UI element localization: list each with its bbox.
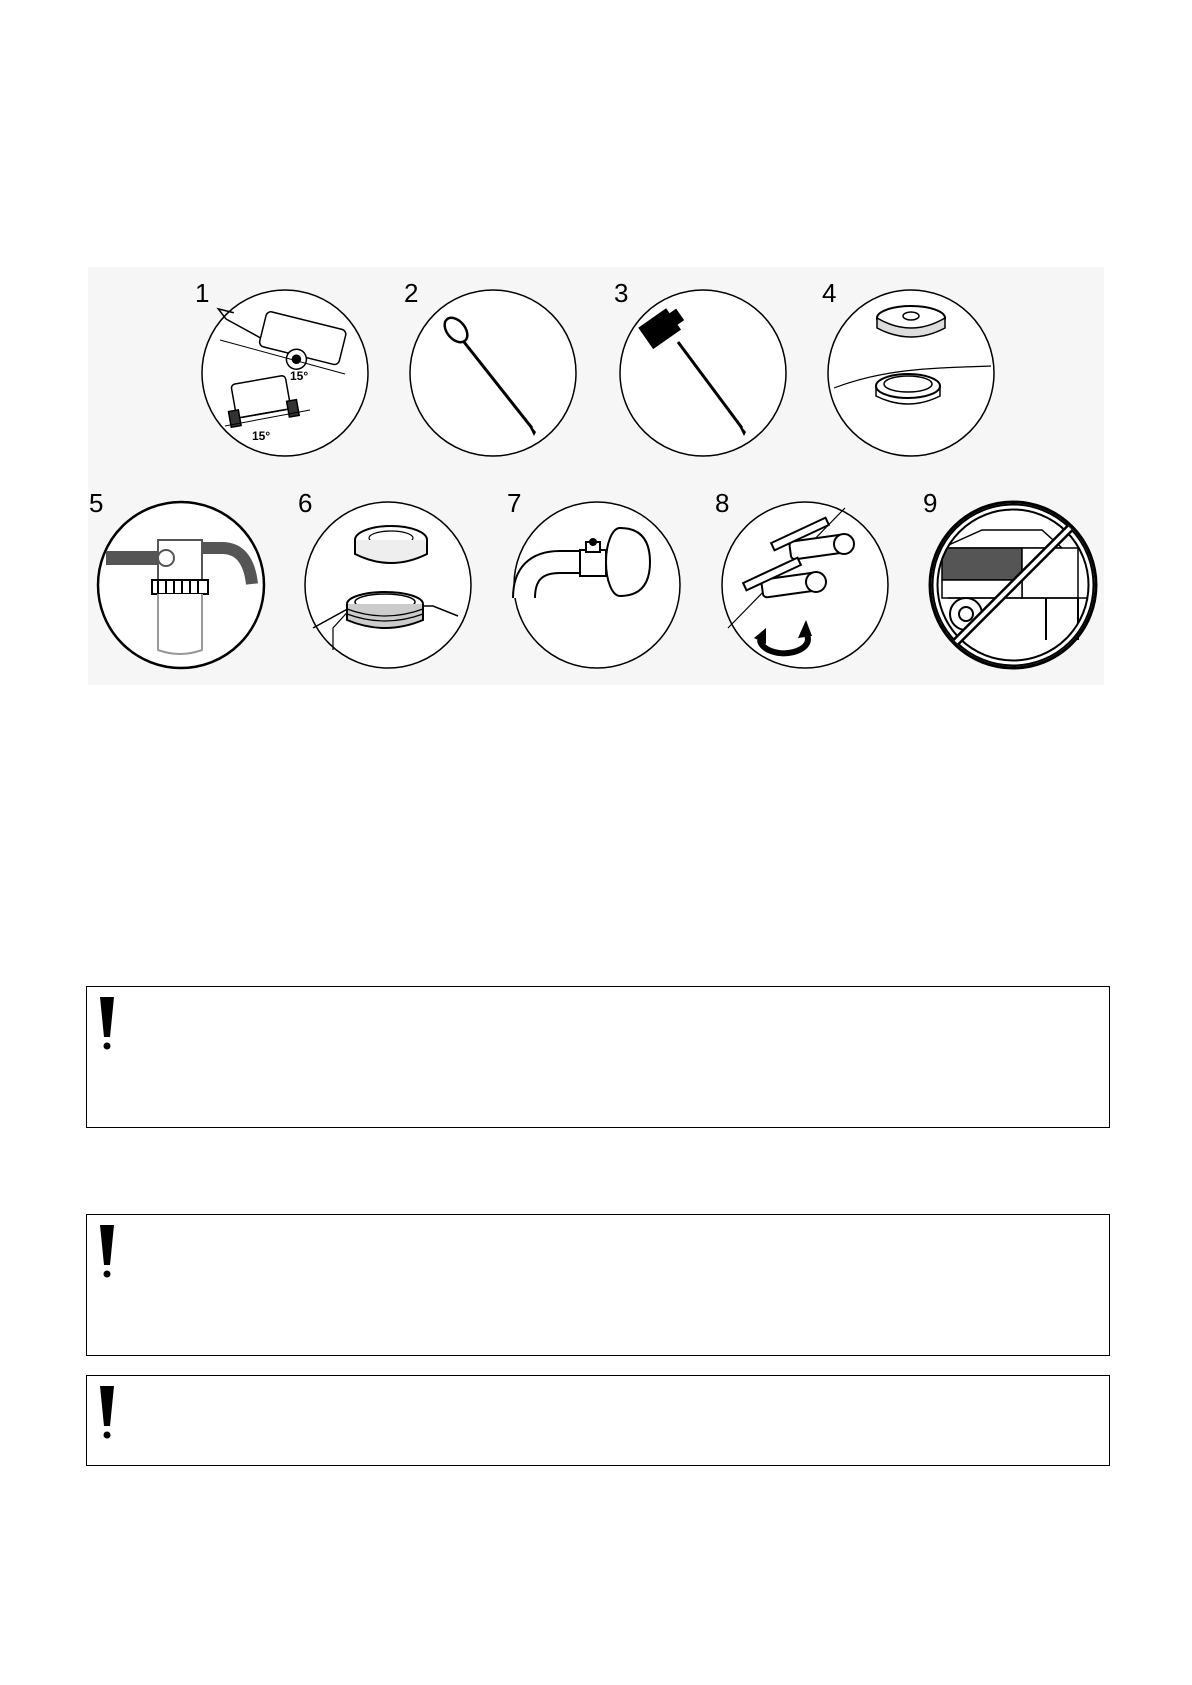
warning-box-3 [86, 1375, 1110, 1466]
step-number: 2 [404, 278, 419, 308]
step-number: 8 [715, 488, 730, 518]
filler-cap-icon [826, 288, 996, 458]
dipstick-with-cap-icon [618, 288, 788, 458]
step-number: 6 [298, 488, 313, 518]
no-towing-prohibited-icon [928, 500, 1098, 670]
warning-box-1 [86, 986, 1110, 1128]
dipstick-icon [408, 288, 578, 458]
exclamation-icon [95, 993, 119, 1053]
ball-valves-rotate-icon [720, 500, 890, 670]
step-number: 4 [822, 278, 837, 308]
step-number: 7 [507, 488, 522, 518]
compressor-on-slope-icon [200, 288, 370, 458]
step-number: 3 [614, 278, 629, 308]
angle-label: 15° [290, 369, 309, 383]
step-number: 5 [89, 488, 104, 518]
drain-valve-icon [512, 500, 682, 670]
step-number: 1 [195, 278, 210, 308]
exclamation-icon [95, 1221, 119, 1281]
step-number: 9 [923, 488, 938, 518]
tank-cap-icon [303, 500, 473, 670]
warning-box-2 [86, 1214, 1110, 1356]
exclamation-icon [95, 1382, 119, 1442]
fuel-filter-icon [96, 500, 266, 670]
angle-label: 15° [252, 429, 271, 443]
